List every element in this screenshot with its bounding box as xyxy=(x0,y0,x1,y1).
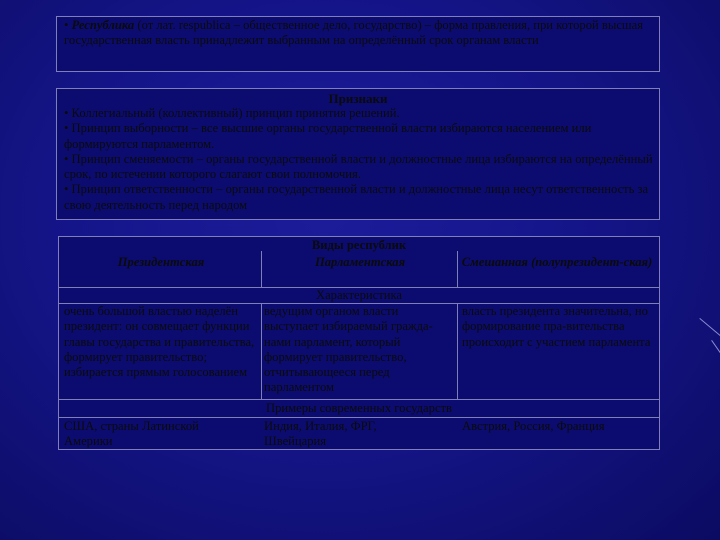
column-header-presidential: Президентская xyxy=(117,255,205,269)
column-header-mixed: Смешанная (полупрезидент-ская) xyxy=(461,255,653,269)
list-item: • Принцип ответственности – органы государственной власти и должностные лица несут ответственность за свою деятельность перед народом xyxy=(64,182,649,212)
section-title-examples: Примеры современных государств xyxy=(266,401,452,415)
table-title: Виды республик xyxy=(311,238,407,252)
table-cell: Австрия, Россия, Франция xyxy=(462,419,605,433)
definition-body: (от лат. respublica – общественное дело, государство) – форма правления, при которой высшая государственная власть принадлежит выбранным на определённый срок органам власти xyxy=(64,18,643,48)
list-item: • Коллегиальный (коллективный) принцип принятия решений. xyxy=(64,106,400,120)
table-cell: Индия, Италия, ФРГ, Швейцария xyxy=(264,419,377,449)
list-item: • Принцип выборности – все высшие органы государственной власти избираются населением или формируются парламентом. xyxy=(64,121,592,151)
decorative-line xyxy=(711,340,720,357)
table-divider xyxy=(457,251,458,287)
definition-text xyxy=(64,18,653,49)
definition-block xyxy=(56,16,660,72)
features-list xyxy=(64,106,653,213)
table-divider xyxy=(261,303,262,399)
table-cell: очень большой властью наделён президент: он совмещает функции главы государства и правительства, формирует правительство; избирается прямым голосованием xyxy=(64,304,255,380)
definition-term: Республика xyxy=(71,18,135,32)
table-cell: ведущим органом власти выступает избираемый гражда-нами парламент, который формирует правительство, отчитывающееся перед парламентом xyxy=(264,304,433,395)
table-divider xyxy=(59,417,659,418)
table-divider xyxy=(59,399,659,400)
table-divider xyxy=(457,303,458,399)
bullet: • xyxy=(64,18,69,32)
republic-types-table xyxy=(58,236,660,450)
table-cell: США, страны Латинской Америки xyxy=(64,419,199,449)
features-block xyxy=(56,88,660,220)
table-divider xyxy=(261,251,262,287)
table-cell: власть президента значительна, но формирование пра-вительства происходит с участием парламента xyxy=(462,304,651,349)
list-item: • Принцип сменяемости – органы государственной власти и должностные лица избираются на определённый срок, по истечении которого слагают свои полномочия. xyxy=(64,151,653,182)
column-header-parliamentary: Парламентская xyxy=(314,255,406,269)
section-title-characteristics: Характеристика xyxy=(315,288,402,302)
decorative-line xyxy=(699,318,720,338)
features-title: Признаки xyxy=(328,91,388,106)
